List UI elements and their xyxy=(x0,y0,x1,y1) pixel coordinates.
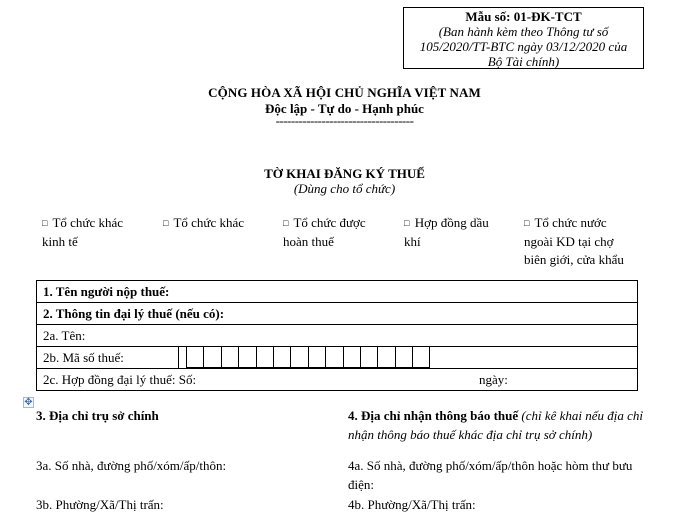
table-row xyxy=(37,303,638,325)
option-other-org[interactable]: □ Tổ chức khác xyxy=(163,215,245,230)
head-office-ward-field[interactable]: 3b. Phường/Xã/Thị trấn: xyxy=(36,497,164,512)
tin-cell-spacer xyxy=(178,346,186,369)
tin-cell[interactable] xyxy=(256,346,273,369)
checkbox-icon[interactable]: □ xyxy=(283,218,289,228)
taxpayer-info-table xyxy=(36,280,638,391)
national-motto: Độc lập - Tự do - Hạnh phúc xyxy=(265,101,424,116)
tax-agent-name-field[interactable]: 2a. Tên: xyxy=(37,325,638,347)
tin-cell[interactable] xyxy=(273,346,290,369)
header-divider: ------------------------------------ xyxy=(275,113,414,128)
head-office-street-field[interactable]: 3a. Số nhà, đường phố/xóm/ấp/thôn: xyxy=(36,458,227,473)
checkbox-icon[interactable]: □ xyxy=(163,218,169,228)
table-move-handle-icon[interactable]: ✥ xyxy=(24,397,33,408)
section3-title: 3. Địa chỉ trụ sở chính xyxy=(36,408,159,423)
tax-agent-tin-cells[interactable] xyxy=(178,346,430,369)
tin-cell[interactable] xyxy=(395,346,412,369)
table-row xyxy=(37,347,638,369)
checkbox-icon[interactable]: □ xyxy=(42,218,48,228)
tax-agent-contract-date-label: ngày: xyxy=(479,372,508,387)
tax-agent-tin-row xyxy=(37,347,638,369)
form-issuance-note-line3: Bộ Tài chính) xyxy=(487,54,560,69)
tax-agent-info-heading: 2. Thông tin đại lý thuế (nếu có): xyxy=(37,303,638,325)
tin-cell[interactable] xyxy=(290,346,307,369)
tax-agent-tin-label: 2b. Mã số thuế: xyxy=(43,349,124,365)
form-issuance-note-line1: (Ban hành kèm theo Thông tư số xyxy=(438,24,609,39)
tin-cell-end xyxy=(429,346,430,369)
tin-cell[interactable] xyxy=(412,346,429,369)
tax-agent-contract-number-label: 2c. Hợp đồng đại lý thuế: Số: xyxy=(43,371,197,387)
table-row xyxy=(37,325,638,347)
section4-title-note: (chỉ kê khai nếu địa chỉ nhận thông báo thuế khác địa chỉ trụ sở chính) xyxy=(348,408,644,442)
nation-header: CỘNG HÒA XÃ HỘI CHỦ NGHĨA VIỆT NAM xyxy=(208,85,481,100)
tin-cell[interactable] xyxy=(186,346,203,369)
tin-cell[interactable] xyxy=(221,346,238,369)
option-foreign-border-trade-org[interactable]: □ Tổ chức nước ngoài KD tại chợ biên giới, cửa khẩu xyxy=(524,215,624,267)
tin-cell[interactable] xyxy=(360,346,377,369)
page-subtitle: (Dùng cho tổ chức) xyxy=(293,181,396,196)
taxpayer-name-field[interactable]: 1. Tên người nộp thuế: xyxy=(37,281,638,303)
tin-cell[interactable] xyxy=(308,346,325,369)
tin-cell[interactable] xyxy=(203,346,220,369)
checkbox-icon[interactable]: □ xyxy=(524,218,530,228)
tax-agent-contract-row[interactable] xyxy=(37,369,638,391)
tin-cell[interactable] xyxy=(377,346,394,369)
section4-title-text: 4. Địa chỉ nhận thông báo thuế xyxy=(348,408,519,423)
section4-title xyxy=(348,406,648,444)
tin-cell[interactable] xyxy=(238,346,255,369)
option-oil-gas-contract[interactable]: □ Hợp đồng dầu khí xyxy=(404,215,489,249)
option-other-economic-org[interactable]: □ Tổ chức khác kinh tế xyxy=(42,215,124,249)
form-code: Mẫu số: 01-ĐK-TCT xyxy=(465,9,582,24)
option-refund-org[interactable]: □ Tổ chức được hoàn thuế xyxy=(283,215,366,249)
table-row xyxy=(37,281,638,303)
page-title: TỜ KHAI ĐĂNG KÝ THUẾ xyxy=(264,166,425,181)
checkbox-icon[interactable]: □ xyxy=(404,218,410,228)
tin-cell[interactable] xyxy=(325,346,342,369)
form-code-box xyxy=(403,7,644,69)
form-issuance-note-line2: 105/2020/TT-BTC ngày 03/12/2020 của xyxy=(419,39,628,54)
notice-address-ward-field[interactable]: 4b. Phường/Xã/Thị trấn: xyxy=(348,497,476,512)
table-row xyxy=(37,369,638,391)
tin-cell[interactable] xyxy=(343,346,360,369)
notice-address-street-field[interactable]: 4a. Số nhà, đường phố/xóm/ấp/thôn hoặc hòm thư bưu điện: xyxy=(348,458,633,492)
